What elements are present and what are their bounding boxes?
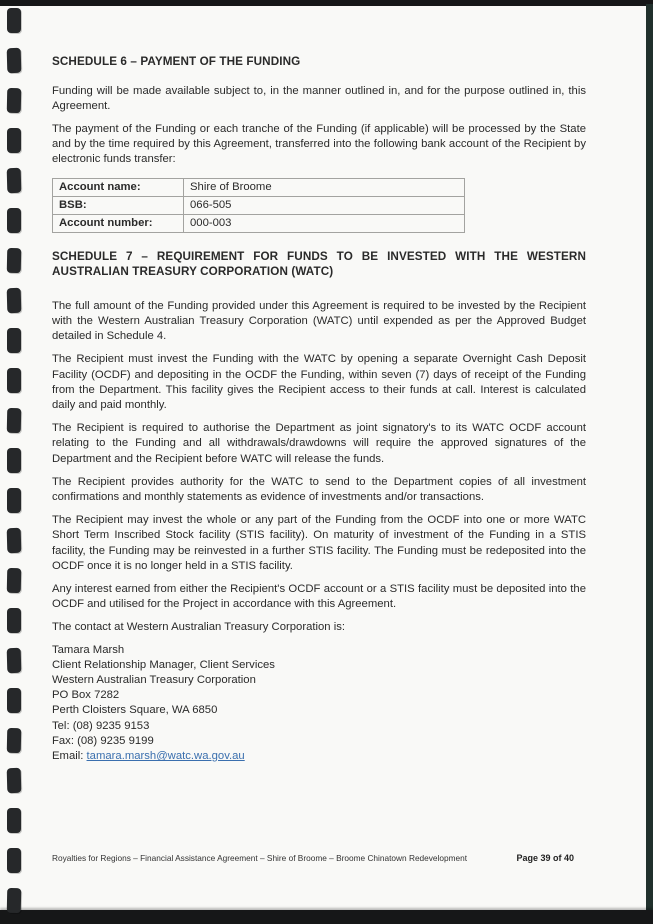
schedule6-paragraph-1: Funding will be made available subject to, in the manner outlined in, and for the purpose outlined in, this Agreement.	[52, 84, 586, 112]
scan-edge-right	[646, 4, 653, 924]
binding-mark	[7, 768, 22, 793]
account-name-value: Shire of Broome	[184, 178, 465, 196]
table-row	[53, 214, 465, 232]
contact-fax: Fax: (08) 9235 9199	[52, 734, 154, 747]
binding-mark	[7, 808, 21, 833]
table-row	[53, 178, 465, 196]
binding-mark	[7, 568, 22, 593]
binding-mark	[7, 248, 22, 273]
schedule7-paragraph-6: Any interest earned from either the Recipient's OCDF account or a STIS facility must be deposited into the OCDF and utilised for the Project in accordance with this Agreement.	[52, 583, 586, 611]
binding-mark	[7, 608, 21, 633]
binding-mark	[7, 88, 22, 113]
scan-edge-bottom	[0, 910, 653, 924]
contact-block	[52, 643, 586, 765]
binding-mark	[7, 888, 22, 913]
contact-tel: Tel: (08) 9235 9153	[52, 719, 150, 732]
document-body	[52, 0, 586, 764]
footer-document-title: Royalties for Regions – Financial Assistance Agreement – Shire of Broome – Broome Chinatown Redevelopment	[52, 853, 468, 863]
binding-mark	[7, 648, 22, 673]
contact-name: Tamara Marsh	[52, 643, 125, 656]
binding-mark	[7, 528, 22, 553]
contact-email-line	[52, 749, 586, 764]
account-name-label: Account name:	[53, 178, 184, 196]
schedule7-paragraph-4: The Recipient provides authority for the WATC to send to the Department copies of all investment confirmations and monthly statements as evidence of investments and/or transactions.	[52, 475, 586, 504]
binding-mark	[7, 408, 22, 433]
schedule6-paragraph-2: The payment of the Funding or each tranche of the Funding (if applicable) will be processed by the State and by the time required by this Agreement, transferred into the following bank account of the Recipient by electronic funds transfer:	[52, 123, 586, 166]
account-number-value: 000-003	[184, 214, 465, 232]
table-row	[53, 196, 465, 214]
binding-mark	[7, 48, 22, 73]
page-number: Page 39 of 40	[516, 853, 574, 863]
email-link[interactable]: tamara.marsh@watc.wa.gov.au	[86, 750, 245, 763]
schedule7-paragraph-1: The full amount of the Funding provided under this Agreement is required to be invested by the Recipient with the Western Australian Treasury Corporation (WATC) until expended as per the Approved Budget detailed in Schedule 4.	[52, 299, 586, 343]
binding-mark	[7, 448, 21, 473]
contact-title: Client Relationship Manager, Client Services	[52, 658, 275, 671]
contact-po-box: PO Box 7282	[52, 689, 120, 702]
spiral-binding	[0, 0, 30, 924]
binding-mark	[7, 208, 21, 233]
page-footer	[52, 853, 580, 863]
account-number-label: Account number:	[53, 214, 184, 232]
schedule7-heading: SCHEDULE 7 – REQUIREMENT FOR FUNDS TO BE INVESTED WITH THE WESTERN AUSTRALIAN TREASURY CORPORATION (WATC)	[52, 249, 586, 279]
binding-mark	[7, 168, 22, 193]
bank-details-table	[52, 178, 465, 233]
schedule7-paragraph-2: The Recipient must invest the Funding with the WATC by opening a separate Overnight Cash Deposit Facility (OCDF) and depositing in the OCDF the Funding, within seven (7) days of receipt of the Funding from the Department. This facility gives the Recipient access to their funds at call. Interest is calculated daily and paid monthly.	[52, 353, 586, 412]
binding-mark	[7, 128, 21, 153]
binding-mark	[7, 368, 21, 393]
contact-address: Perth Cloisters Square, WA 6850	[52, 704, 218, 717]
schedule6-heading: SCHEDULE 6 – PAYMENT OF THE FUNDING	[52, 55, 301, 68]
binding-mark	[7, 688, 21, 713]
schedule7-paragraph-5: The Recipient may invest the whole or any part of the Funding from the OCDF into one or more WATC Short Term Inscribed Stock facility (STIS facility). On maturity of investment of the Funding in a STIS facility, the Funding may be reinvested in a further STIS facility. The Funding must be redeposited into the OCDF once it is no longer held in a STIS facility.	[52, 514, 586, 572]
contact-intro: The contact at Western Australian Treasury Corporation is:	[52, 621, 346, 634]
contact-organisation: Western Australian Treasury Corporation	[52, 674, 256, 687]
binding-mark	[7, 728, 22, 753]
binding-mark	[7, 328, 21, 353]
binding-mark	[7, 488, 21, 513]
email-label: Email:	[52, 750, 87, 763]
schedule7-paragraph-3: The Recipient is required to authorise the Department as joint signatory's to its WATC OCDF account relating to the Funding and all withdrawals/drawdowns will require the approved signatures of the Department and the Recipient before WATC will release the funds.	[52, 422, 586, 465]
binding-mark	[7, 848, 21, 873]
bsb-label: BSB:	[53, 196, 184, 214]
bsb-value: 066-505	[184, 196, 465, 214]
binding-mark	[7, 8, 21, 33]
binding-mark	[7, 288, 22, 313]
